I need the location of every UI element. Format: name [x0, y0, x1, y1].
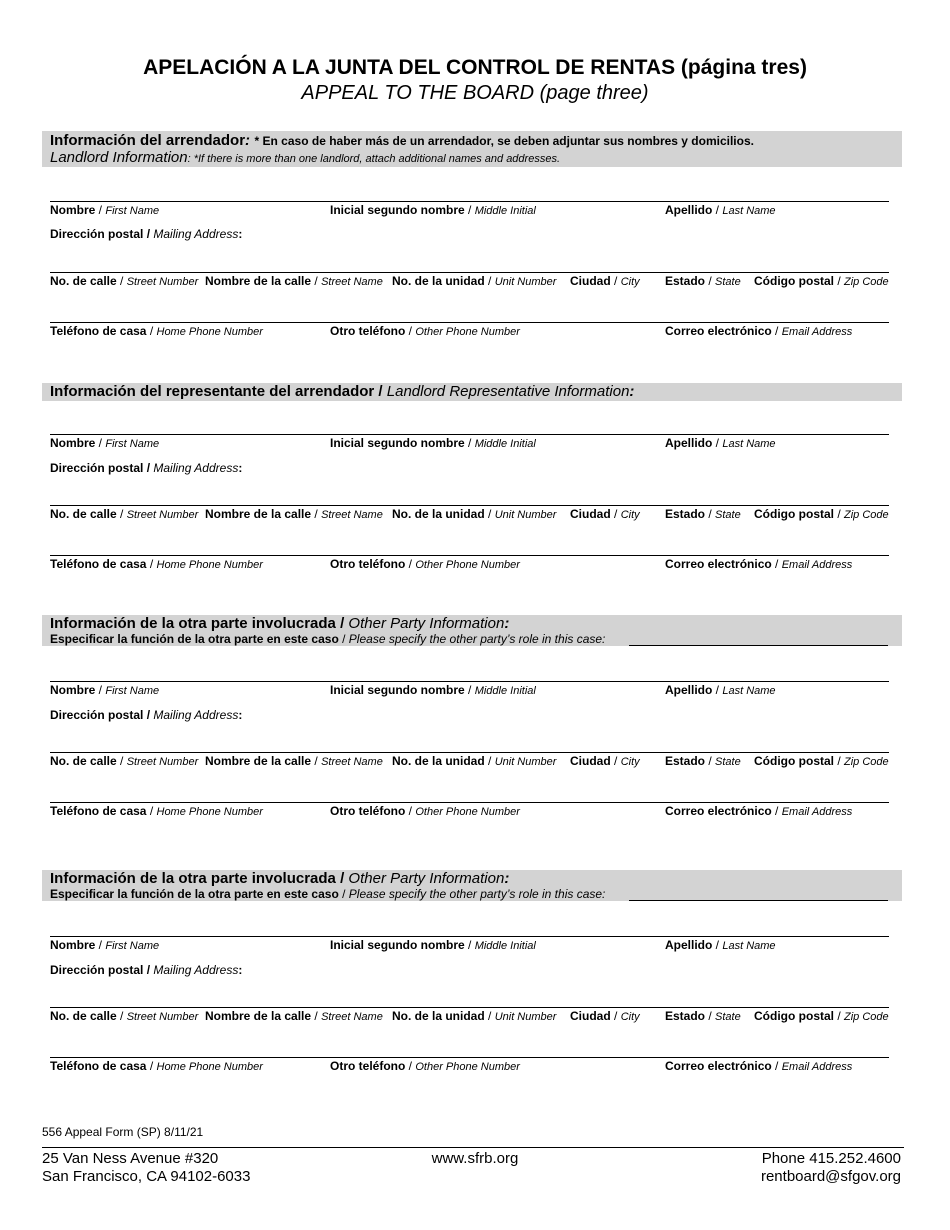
- role-label-es: Especificar la función de la otra parte en este caso: [50, 887, 339, 901]
- other-phone-label: Otro teléfono / Other Phone Number: [330, 324, 520, 338]
- street-number-label: No. de calle / Street Number: [50, 754, 199, 768]
- state-label: Estado / State: [665, 1009, 741, 1023]
- last-name-label: Apellido / Last Name: [665, 938, 776, 952]
- city-label: Ciudad / City: [570, 274, 640, 288]
- section-note-en: *If there is more than one landlord, attach additional names and addresses.: [193, 153, 561, 165]
- page-subtitle: APPEAL TO THE BOARD (page three): [301, 82, 649, 104]
- last-name-label: Apellido / Last Name: [665, 436, 776, 450]
- middle-initial-label: Inicial segundo nombre / Middle Initial: [330, 938, 536, 952]
- section-heading-en: Landlord Representative Information: [386, 383, 630, 400]
- unit-number-label: No. de la unidad / Unit Number: [392, 274, 557, 288]
- first-name-label: Nombre / First Name: [50, 938, 160, 952]
- unit-number-label: No. de la unidad / Unit Number: [392, 1009, 557, 1023]
- role-label-es: Especificar la función de la otra parte en este caso: [50, 632, 339, 646]
- zip-code-label: Código postal / Zip Code: [754, 274, 889, 288]
- address-line-2: San Francisco, CA 94102-6033: [42, 1168, 251, 1185]
- last-name-label: Apellido / Last Name: [665, 683, 776, 697]
- street-name-label: Nombre de la calle / Street Name: [205, 1009, 383, 1023]
- email-label: Correo electrónico / Email Address: [665, 557, 853, 571]
- street-name-label: Nombre de la calle / Street Name: [205, 274, 383, 288]
- footer-website[interactable]: www.sfrb.org: [431, 1150, 519, 1167]
- street-number-label: No. de calle / Street Number: [50, 1009, 199, 1023]
- email-label: Correo electrónico / Email Address: [665, 1059, 853, 1073]
- section-heading-en: Other Party Information: [348, 615, 505, 632]
- form-code: 556 Appeal Form (SP) 8/11/21: [42, 1125, 204, 1139]
- section-heading-es: Información del arrendador: [50, 132, 246, 149]
- footer-divider: [42, 1147, 904, 1148]
- section-heading-es: Información de la otra parte involucrada /: [50, 870, 345, 887]
- zip-code-label: Código postal / Zip Code: [754, 754, 889, 768]
- mailing-address-label: Dirección postal / Mailing Address:: [50, 963, 243, 977]
- name-line[interactable]: [50, 936, 889, 937]
- address-line[interactable]: [50, 505, 889, 506]
- email-label: Correo electrónico / Email Address: [665, 804, 853, 818]
- section-heading-es: Información del representante del arrendador /: [50, 383, 383, 400]
- middle-initial-label: Inicial segundo nombre / Middle Initial: [330, 203, 536, 217]
- home-phone-label: Teléfono de casa / Home Phone Number: [50, 324, 263, 338]
- other-phone-label: Otro teléfono / Other Phone Number: [330, 557, 520, 571]
- name-line[interactable]: [50, 201, 889, 202]
- other-phone-label: Otro teléfono / Other Phone Number: [330, 1059, 520, 1073]
- section-heading-es: Información de la otra parte involucrada /: [50, 615, 345, 632]
- street-number-label: No. de calle / Street Number: [50, 507, 199, 521]
- mailing-address-label: Dirección postal / Mailing Address:: [50, 708, 243, 722]
- street-number-label: No. de calle / Street Number: [50, 274, 199, 288]
- city-label: Ciudad / City: [570, 1009, 640, 1023]
- phone-line[interactable]: [50, 802, 889, 803]
- role-label-en: Please specify the other party’s role in this case:: [348, 887, 606, 901]
- role-input-line[interactable]: [629, 900, 888, 901]
- phone-line[interactable]: [50, 322, 889, 323]
- state-label: Estado / State: [665, 507, 741, 521]
- role-input-line[interactable]: [629, 645, 888, 646]
- last-name-label: Apellido / Last Name: [665, 203, 776, 217]
- unit-number-label: No. de la unidad / Unit Number: [392, 754, 557, 768]
- home-phone-label: Teléfono de casa / Home Phone Number: [50, 557, 263, 571]
- section-heading-en: Landlord Information: [50, 149, 188, 166]
- city-label: Ciudad / City: [570, 754, 640, 768]
- street-name-label: Nombre de la calle / Street Name: [205, 507, 383, 521]
- city-label: Ciudad / City: [570, 507, 640, 521]
- home-phone-label: Teléfono de casa / Home Phone Number: [50, 1059, 263, 1073]
- name-line[interactable]: [50, 681, 889, 682]
- page-title: APELACIÓN A LA JUNTA DEL CONTROL DE RENTAS (página tres): [143, 56, 807, 79]
- phone-line[interactable]: [50, 555, 889, 556]
- first-name-label: Nombre / First Name: [50, 436, 160, 450]
- first-name-label: Nombre / First Name: [50, 203, 160, 217]
- footer-email[interactable]: rentboard@sfgov.org: [760, 1168, 901, 1185]
- zip-code-label: Código postal / Zip Code: [754, 507, 889, 521]
- role-label-en: Please specify the other party’s role in this case:: [348, 632, 606, 646]
- zip-code-label: Código postal / Zip Code: [754, 1009, 889, 1023]
- section-note-es: * En caso de haber más de un arrendador, se deben adjuntar sus nombres y domicilios.: [254, 134, 754, 148]
- middle-initial-label: Inicial segundo nombre / Middle Initial: [330, 436, 536, 450]
- phone-line[interactable]: [50, 1057, 889, 1058]
- address-line[interactable]: [50, 1007, 889, 1008]
- first-name-label: Nombre / First Name: [50, 683, 160, 697]
- landlord-rep-header: Información del representante del arrendador / Landlord Representative Information:: [42, 383, 902, 401]
- middle-initial-label: Inicial segundo nombre / Middle Initial: [330, 683, 536, 697]
- other-party-header: Información de la otra parte involucrada / Other Party Information: Especificar la función de la otra parte en este caso / Please specify the other party’s role in this case:: [42, 615, 902, 646]
- unit-number-label: No. de la unidad / Unit Number: [392, 507, 557, 521]
- name-line[interactable]: [50, 434, 889, 435]
- other-party-header-2: Información de la otra parte involucrada / Other Party Information: Especificar la función de la otra parte en este caso / Please specify the other party’s role in this case:: [42, 870, 902, 901]
- address-line[interactable]: [50, 272, 889, 273]
- section-heading-en: Other Party Information: [348, 870, 505, 887]
- footer-contact: [761, 1150, 901, 1186]
- street-name-label: Nombre de la calle / Street Name: [205, 754, 383, 768]
- mailing-address-label: Dirección postal / Mailing Address:: [50, 227, 243, 241]
- other-phone-label: Otro teléfono / Other Phone Number: [330, 804, 520, 818]
- home-phone-label: Teléfono de casa / Home Phone Number: [50, 804, 263, 818]
- landlord-info-header: Información del arrendador: * En caso de haber más de un arrendador, se deben adjuntar sus nombres y domicilios. Landlord Information: *If there is more than one landlord, attach additional names and addresses.: [42, 131, 902, 167]
- mailing-address-label: Dirección postal / Mailing Address:: [50, 461, 243, 475]
- state-label: Estado / State: [665, 754, 741, 768]
- address-line-1: 25 Van Ness Avenue #320: [42, 1150, 219, 1167]
- footer-phone: Phone 415.252.4600: [761, 1150, 901, 1167]
- state-label: Estado / State: [665, 274, 741, 288]
- address-line[interactable]: [50, 752, 889, 753]
- email-label: Correo electrónico / Email Address: [665, 324, 853, 338]
